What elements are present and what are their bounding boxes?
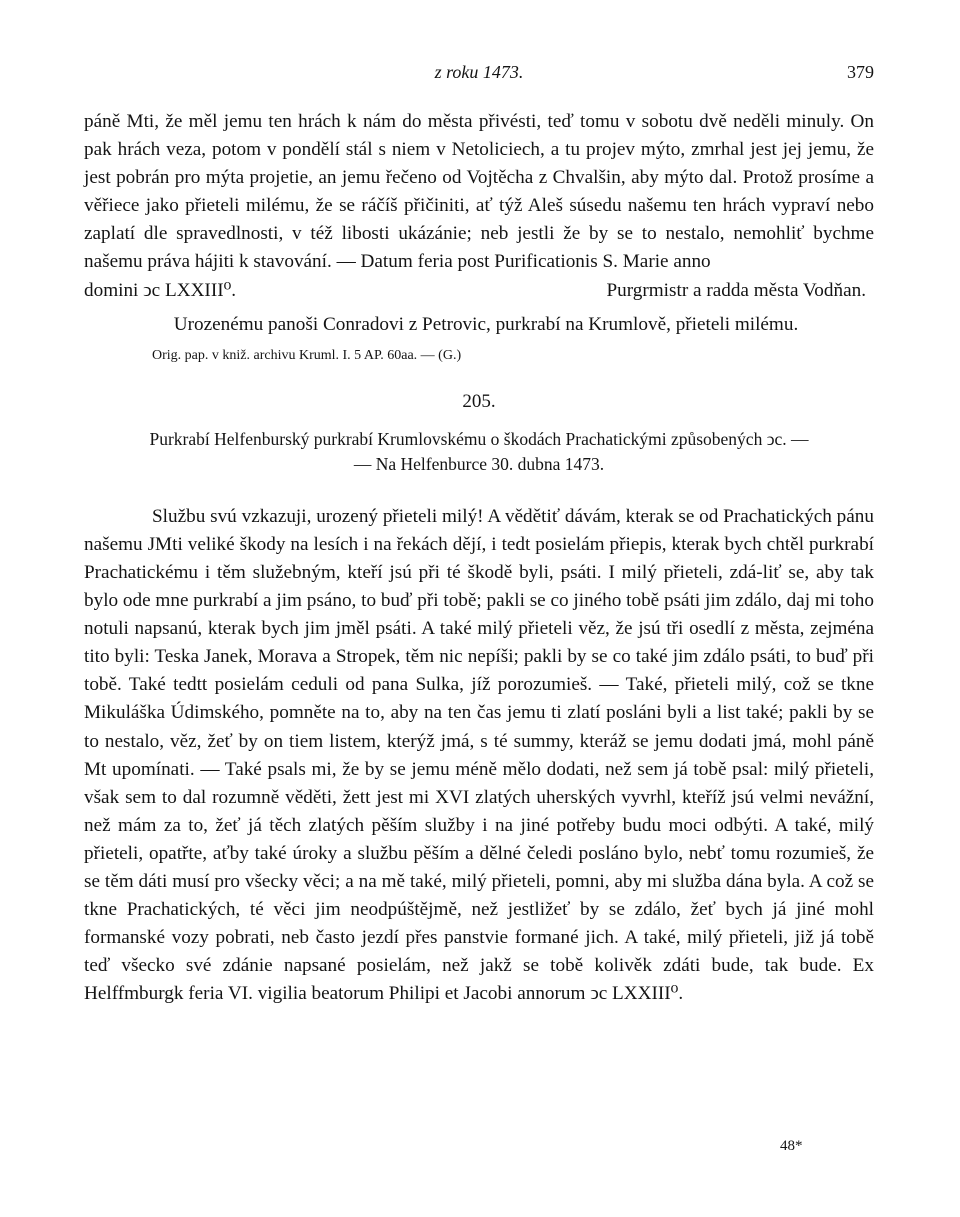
document-summary (84, 427, 874, 477)
sender-line: Purgrmistr a radda města Vodňan. (606, 279, 866, 301)
datum-year: domini ͻc LXXIII⁰. (84, 279, 237, 301)
document-number: 205. (462, 390, 496, 412)
running-title: z roku 1473. (434, 62, 524, 82)
letter-205-text: Službu svú vzkazuji, urozený přieteli milý! A vědětiť dávám, kterak se od Prachatických pánu našemu JMti veliké škody na lesích i na řekách dějí, i tedt posielám přiepis, kterak bych chtěl purkrabí Prachatickému i těm služebným, kteří jsú při té škodě byli, psáti. I milý přieteli, zdá-liť se, aby tak bylo ode mne purkrabí a jim psáno, to buď při tobě; pakli se co jiného tobě psáti jim zdálo, daj mi toho notuli napsanú, kterak bych jim jměl psáti. A také milý přieteli věz, že jsú tři osedlí z města, zejména tito byli: Teska Janek, Morava a Stropek, těm nic nepíši; pakli by se co také jim zdálo psáti, to buď při tobě. Také tedtt posielám ceduli od pana Sulka, jíž porozumieš. — Také, přieteli milý, což se tkne Mikuláška Údimského, pomněte na to, aby na ten čas jemu ti zlatí posláni byli a list také; pakli by se to nestalo, věz, žeť by on tiem listem, kterýž jmá, s té summy, kteráž se jemu dodati jmá, mohl páně Mt upomínati. — Také psals mi, že by se jemu méně mělo dodati, než sem já tobě psal: milý přieteli, však sem to dal rozumně věděti, žett jest mi XVI zlatých uherských vyvrhl, kteříž jsú velmi nevážní, než mám za to, žeť já těch zlatých pěším služby i na jiné potřeby budu moci odbýti. A také, milý přieteli, opatřte, aťby také úroky a službu pěším a dělné čeledi posláno bylo, nebť tomu rozumieš, že se těm dáti musí pro všecky věci; a na mě také, milý přieteli, pomni, aby mi služba dána byla. A což se tkne Prachatických, té věci jim neodpúštějmě, než jestližeť by se zdálo, žeť bych já jiné mohl formanské vozy pobrati, neb často jezdí přes panstvie formané jich. A také, milý přieteli, již já tobě teď všecko své zdánie napsané posielám, než jakž se tobě kolivěk zdáti bude, tak bude. Ex Helffmburgk feria VI. vigilia beatorum Philipi et Jacobi annorum ͻc LXXIII⁰. (84, 505, 874, 1005)
book-page (84, 58, 874, 1008)
datum-line (84, 277, 874, 305)
summary-line-1: Purkrabí Helfenburský purkrabí Krumlovskému o škodách Prachatickými způsobených ͻc. — (149, 428, 809, 449)
summary-line-2: — Na Helfenburce 30. dubna 1473. (353, 453, 605, 474)
letter-address: Urozenému panoši Conradovi z Petrovic, purkrabí na Krumlově, přieteli milému. (173, 313, 799, 335)
source-note: Orig. pap. v kniž. archivu Kruml. I. 5 AP. 60aa. — (G.) (152, 347, 462, 363)
letter-204-text: páně Mti, že měl jemu ten hrách k nám do města přivésti, teď tomu v sobotu dvě neděli minuly. On pak hrách veza, potom v pondělí stál s niem v Netoliciech, a tu projev mýto, zmrhal jest jej jemu, že jest pobrán pro mýta projetie, an jemu řečeno od Vojtěcha z Chvalšin, aby mýto dal. Protož prosíme a věřiece jako přieteli milému, že se ráčíš přičiniti, ať týž Aleš súsedu našemu ten hrách vypraví nebo zaplatí dle spravedlnosti, v též libosti ukázánie; neb jestli že by se to nestalo, nemohliť bychme našemu práva hájiti k stavování. — Datum feria post Purificationis S. Marie anno (84, 111, 874, 273)
page-header (84, 58, 874, 88)
signature-mark: 48* (780, 1138, 803, 1154)
page-number: 379 (847, 62, 874, 82)
